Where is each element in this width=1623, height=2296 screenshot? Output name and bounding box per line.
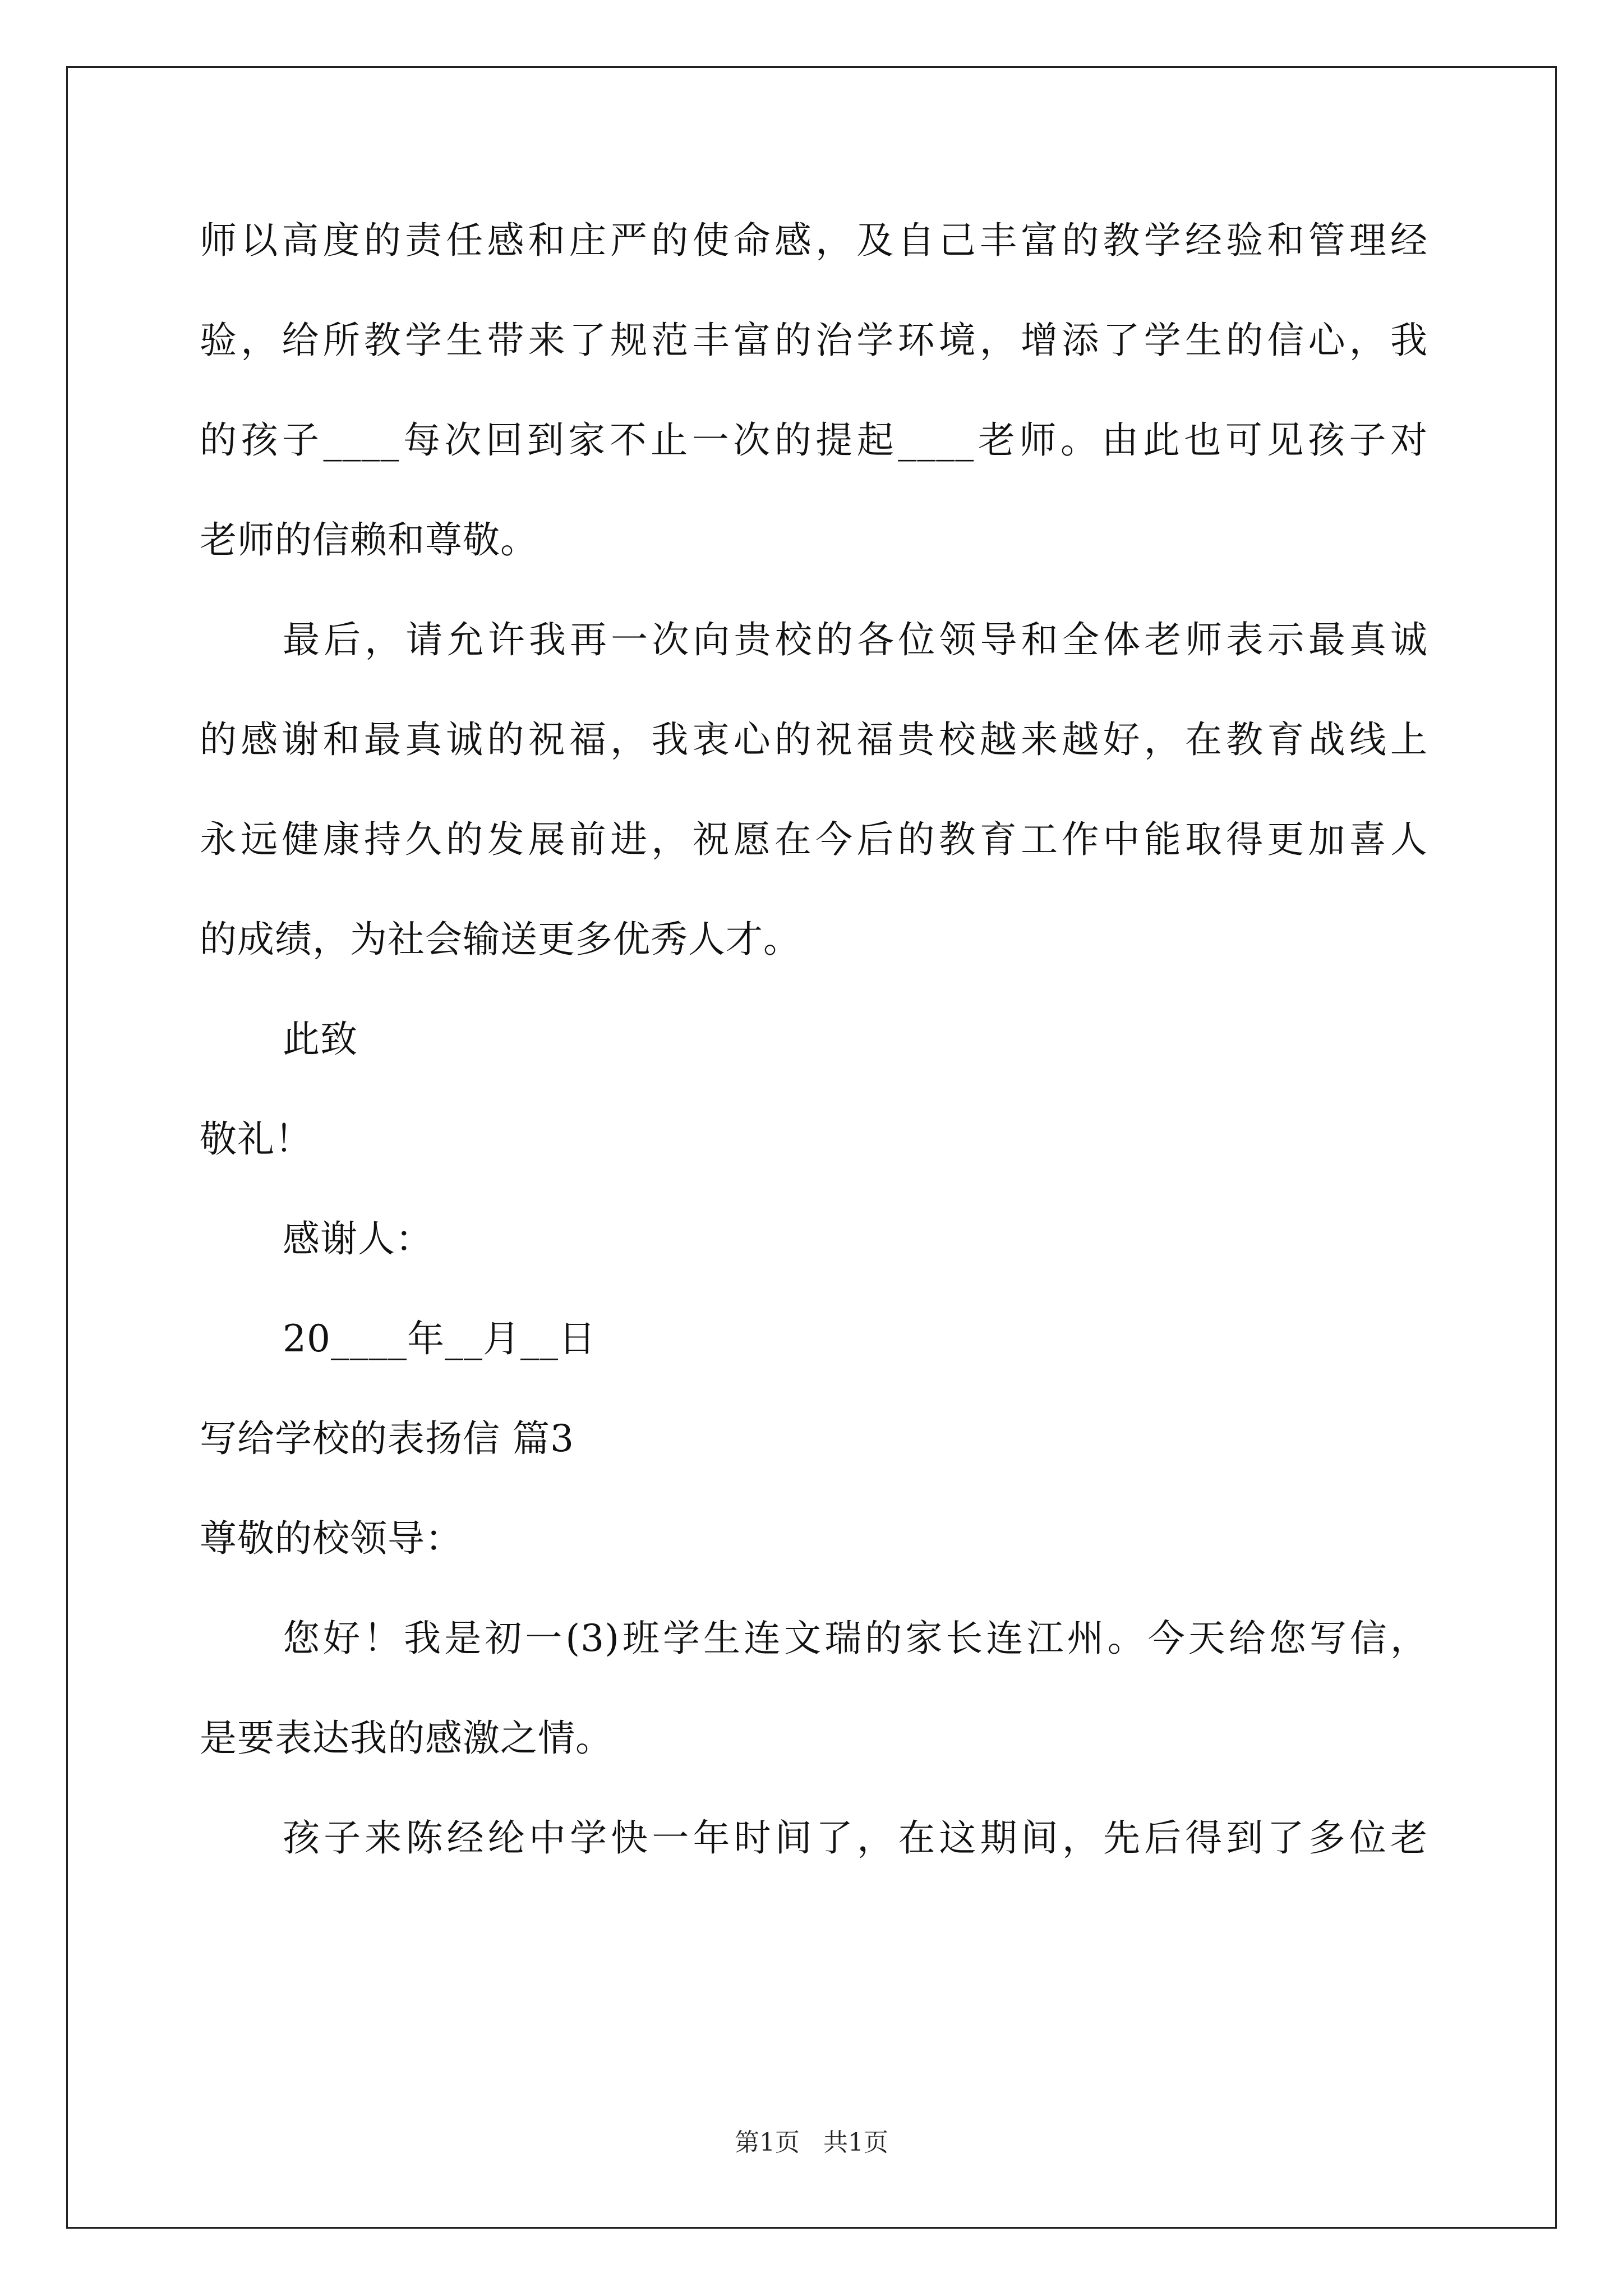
page-footer: 第1页 共1页	[735, 2128, 888, 2157]
text-line: 的感谢和最真诚的祝福，我衷心的祝福贵校越来越好，在教育战线上	[200, 718, 1428, 761]
text-line: 是要表达我的感激之情。	[200, 1717, 613, 1760]
text-line: 最后，请允许我再一次向贵校的各位领导和全体老师表示最真诚	[283, 618, 1428, 661]
date-line: 20____年__月__日	[283, 1317, 596, 1360]
closing-regards: 敬礼！	[200, 1117, 312, 1161]
signature-label: 感谢人：	[283, 1217, 433, 1260]
text-line: 的孩子____每次回到家不止一次的提起____老师。由此也可见孩子对	[200, 418, 1428, 462]
text-line: 永远健康持久的发展前进，祝愿在今后的教育工作中能取得更加喜人	[200, 818, 1428, 861]
text-line: 师以高度的责任感和庄严的使命感，及自己丰富的教学经验和管理经	[200, 219, 1428, 262]
document-body	[200, 191, 1428, 1888]
section-heading: 写给学校的表扬信 篇3	[200, 1417, 574, 1460]
text-line: 验，给所教学生带来了规范丰富的治学环境，增添了学生的信心，我	[200, 319, 1428, 362]
text-line: 的成绩，为社会输送更多优秀人才。	[200, 918, 801, 961]
closing-salutation: 此致	[283, 1018, 358, 1061]
greeting: 尊敬的校领导：	[200, 1517, 463, 1560]
text-line: 您好！我是初一(3)班学生连文瑞的家长连江州。今天给您写信，	[283, 1617, 1428, 1660]
text-line: 老师的信赖和尊敬。	[200, 518, 538, 562]
text-line: 孩子来陈经纶中学快一年时间了，在这期间，先后得到了多位老	[283, 1816, 1428, 1860]
